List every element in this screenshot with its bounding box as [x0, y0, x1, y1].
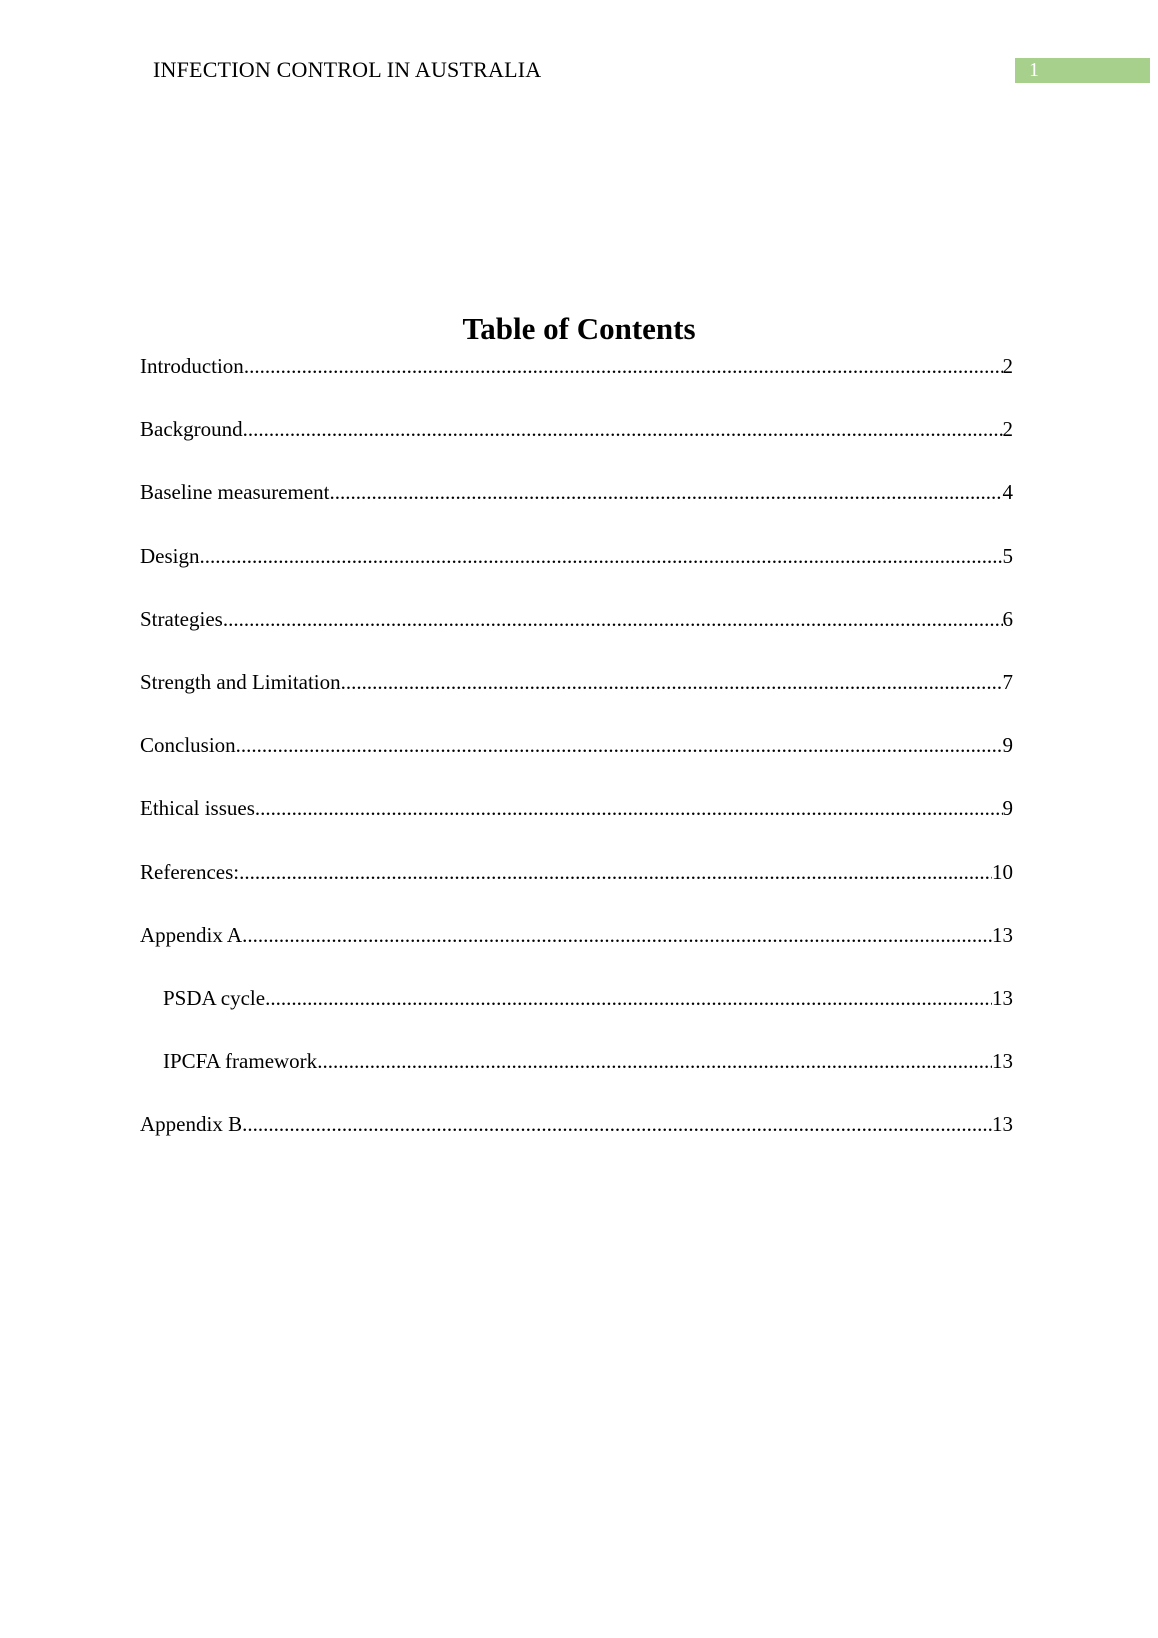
toc-entry-page: 13	[992, 1049, 1013, 1074]
toc-dot-leader	[317, 1046, 992, 1076]
toc-entry-page: 9	[1002, 796, 1013, 821]
page-number-badge: 1	[1015, 58, 1150, 83]
toc-entry-label: Introduction	[140, 354, 244, 378]
toc-dot-leader	[244, 351, 1003, 381]
toc-entry-appendix-b[interactable]	[140, 1109, 1013, 1172]
toc-entry-page: 9	[1002, 733, 1013, 758]
toc-entry-page: 2	[1002, 354, 1013, 378]
toc-entry-label: Appendix A	[140, 922, 243, 947]
toc-entry-ipcfa-framework[interactable]	[140, 1046, 1013, 1109]
toc-entry-label: Appendix B	[140, 1112, 243, 1137]
toc-dot-leader	[242, 1109, 992, 1139]
toc-entry-design[interactable]	[140, 541, 1013, 604]
toc-entry-page: 13	[992, 1112, 1013, 1137]
toc-dot-leader	[200, 541, 1003, 571]
toc-dot-leader	[223, 604, 1003, 634]
toc-entry-introduction[interactable]	[140, 351, 1013, 414]
toc-entry-background[interactable]	[140, 414, 1013, 477]
toc-heading: Table of Contents	[462, 311, 696, 346]
toc-entry-page: 13	[992, 922, 1013, 947]
toc-entry-page: 2	[1002, 417, 1013, 442]
toc-entry-label: PSDA cycle	[163, 985, 266, 1010]
toc-dot-leader	[330, 477, 1003, 507]
toc-entry-page: 5	[1002, 543, 1013, 568]
toc-dot-leader	[236, 730, 1003, 760]
running-header-title: INFECTION CONTROL IN AUSTRALIA	[153, 57, 542, 82]
toc-dot-leader	[239, 857, 992, 887]
toc-entry-page: 4	[1002, 480, 1013, 505]
toc-dot-leader	[255, 793, 1003, 823]
toc-entry-label: Conclusion	[140, 733, 236, 758]
toc-entry-label: Design	[140, 543, 200, 568]
toc-entry-page: 6	[1002, 606, 1013, 631]
toc-dot-leader	[341, 667, 1003, 697]
toc-entry-label: Ethical issues	[140, 796, 255, 821]
toc-entry-label: Baseline measurement	[140, 480, 330, 505]
toc-entry-baseline-measurement[interactable]	[140, 477, 1013, 540]
toc-entry-label: Strategies	[140, 606, 223, 631]
toc-entry-strength-and-limitation[interactable]	[140, 667, 1013, 730]
toc-entry-page: 13	[992, 985, 1013, 1010]
toc-entry-references[interactable]	[140, 857, 1013, 920]
toc-entry-label: IPCFA framework	[163, 1049, 318, 1074]
toc-entry-strategies[interactable]	[140, 604, 1013, 667]
toc-entry-page: 7	[1002, 669, 1013, 694]
toc-entry-label: Background	[140, 417, 243, 442]
toc-entry-appendix-a[interactable]	[140, 920, 1013, 983]
toc-entry-page: 10	[992, 859, 1013, 884]
toc-dot-leader	[265, 983, 992, 1013]
table-of-contents	[140, 351, 1013, 1172]
toc-entry-label: Strength and Limitation	[140, 669, 341, 694]
toc-entry-conclusion[interactable]	[140, 730, 1013, 793]
toc-entry-label: References:	[140, 859, 240, 884]
toc-dot-leader	[242, 920, 992, 950]
toc-entry-psda-cycle[interactable]	[140, 983, 1013, 1046]
toc-entry-ethical-issues[interactable]	[140, 793, 1013, 856]
toc-dot-leader	[243, 414, 1003, 444]
